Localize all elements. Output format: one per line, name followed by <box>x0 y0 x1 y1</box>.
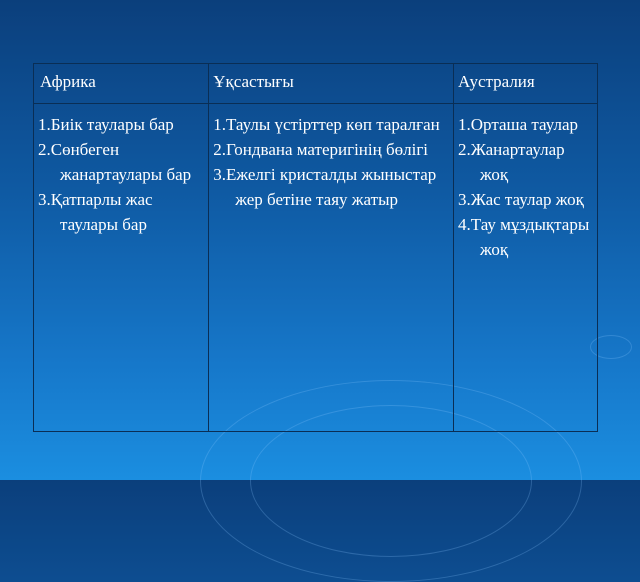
list-item: 3.Жас таулар жоқ <box>458 190 584 209</box>
table-header-row <box>34 64 598 104</box>
table-row <box>34 104 598 432</box>
list-item: 3.Қатпарлы жас таулары бар <box>38 190 153 234</box>
africa-cell <box>34 104 209 432</box>
list-item: 1.Биік таулары бар <box>38 115 174 134</box>
header-australia: Аустралия <box>454 64 598 104</box>
list-item: 1.Орташа таулар <box>458 115 578 134</box>
list-item: 2.Гондвана материгінің бөлігі <box>213 140 429 159</box>
list-item: 2.Жанартаулар жоқ <box>458 140 565 184</box>
australia-cell <box>454 104 598 432</box>
list-item: 3.Ежелгі кристалды жыныстар жер бетіне таяу жатыр <box>213 165 437 209</box>
list-item: 1.Таулы үстірттер көп таралған <box>213 115 440 134</box>
header-africa: Африка <box>34 64 209 104</box>
similarity-cell <box>209 104 454 432</box>
header-similarity: Ұқсастығы <box>209 64 454 104</box>
list-item: 4.Тау мұздықтары жоқ <box>458 215 590 259</box>
comparison-table <box>33 63 598 432</box>
list-item: 2.Сөнбеген жанартаулары бар <box>38 140 192 184</box>
